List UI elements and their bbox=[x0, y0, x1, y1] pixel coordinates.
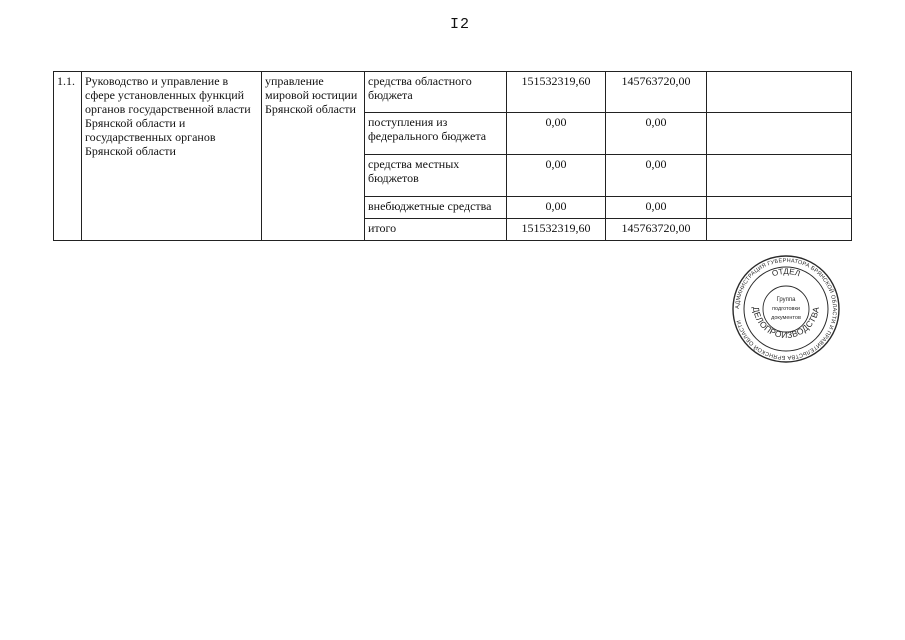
table-row bbox=[54, 72, 852, 113]
empty-cell bbox=[707, 72, 852, 113]
funding-source-cell: внебюджетные средства bbox=[365, 197, 507, 219]
empty-cell bbox=[707, 113, 852, 155]
amount-cell: 0,00 bbox=[507, 155, 606, 197]
stamp-outer-text: АДМИНИСТРАЦИЯ ГУБЕРНАТОРА БРЯНСКОЙ ОБЛАСТИ И ПРАВИТЕЛЬСТВА БРЯНСКОЙ ОБЛАСТИ bbox=[734, 257, 838, 361]
stamp-middle-text: ДЕЛОПРОИЗВОДСТВА bbox=[750, 305, 822, 341]
page-number: I2 bbox=[449, 16, 470, 33]
activity-cell: Руководство и управление в сфере установленных функций органов государственной власти Брянской области и государственных органов Брянской области bbox=[82, 72, 262, 241]
amount-cell: 145763720,00 bbox=[606, 219, 707, 241]
amount-cell: 151532319,60 bbox=[507, 72, 606, 113]
amount-cell: 0,00 bbox=[507, 113, 606, 155]
funding-source-cell: поступления из федерального бюджета bbox=[365, 113, 507, 155]
empty-cell bbox=[707, 197, 852, 219]
stamp-center-line-1: Группа bbox=[776, 297, 796, 303]
department-stamp bbox=[723, 255, 849, 363]
amount-cell: 0,00 bbox=[606, 197, 707, 219]
funding-source-cell: средства местных бюджетов bbox=[365, 155, 507, 197]
empty-cell bbox=[707, 155, 852, 197]
budget-table bbox=[53, 71, 852, 241]
executor-cell: управление мировой юстиции Брянской области bbox=[262, 72, 365, 241]
item-number-cell: 1.1. bbox=[54, 72, 82, 241]
stamp-center-line-2: подготовки bbox=[772, 306, 800, 312]
amount-cell: 0,00 bbox=[606, 155, 707, 197]
svg-text:ОТДЕЛ bbox=[771, 267, 801, 278]
amount-cell: 0,00 bbox=[507, 197, 606, 219]
amount-cell: 0,00 bbox=[606, 113, 707, 155]
funding-source-cell: средства областного бюджета bbox=[365, 72, 507, 113]
stamp-top-text: ОТДЕЛ bbox=[770, 266, 802, 279]
empty-cell bbox=[707, 219, 852, 241]
stamp-center-line-3: документов bbox=[771, 315, 801, 321]
funding-source-cell: итого bbox=[365, 219, 507, 241]
amount-cell: 151532319,60 bbox=[507, 219, 606, 241]
amount-cell: 145763720,00 bbox=[606, 72, 707, 113]
